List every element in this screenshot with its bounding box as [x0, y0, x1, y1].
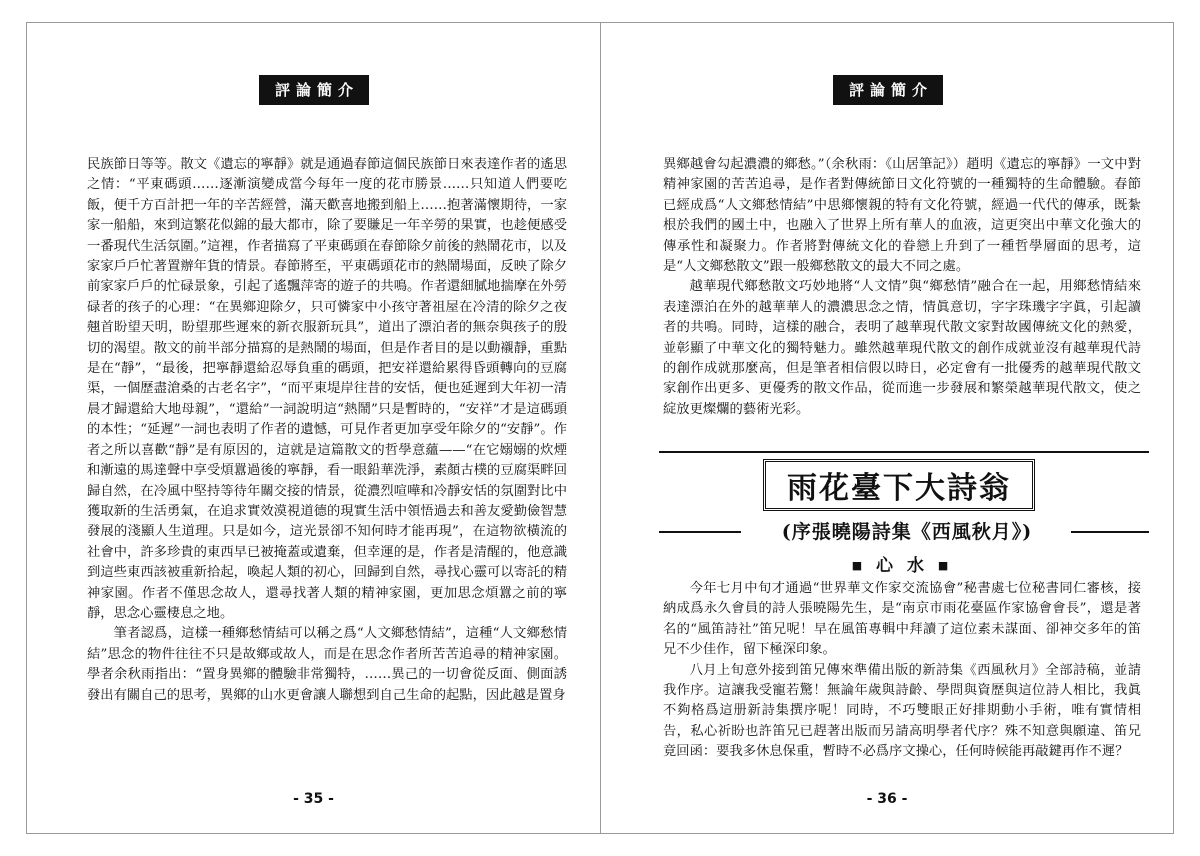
paragraph: 筆者認爲，這樣一種鄉愁情結可以稱之爲“人文鄉愁情結”，這種“人文鄉愁情結”思念的物件往往不只是故鄉或故人，而是在思念作者所苦苦追尋的精神家園。學者余秋雨指出：“置身異鄉的體驗非常獨特，……異己的一切會從反面、側面誘發出有關自己的思考，異鄉的山水更會讓人聯想到自己生命的起點，因此越是置身 [87, 626, 567, 703]
paragraph: 越華現代鄉愁散文巧妙地將“人文情”與“鄉愁情”融合在一起，用鄉愁情結來表達漂泊在外的越華華人的濃濃思念之情，情眞意切，字字珠璣字字眞，引起讀者的共鳴。同時，這樣的融合，表明了越華現代散文家對故國傳統文化的熱愛，並彰顯了中華文化的獨特魅力。雖然越華現代散文的創作成就並沒有越華現代詩的創作成就那麼高，但是筆者相信假以時日，必定會有一批優秀的越華現代散文家創作出更多、更優秀的散文作品，從而進一步發展和繁榮越華現代散文，使之綻放更燦爛的藝術光彩。 [663, 279, 1141, 417]
article-subtitle: (序張曉陽詩集《西風秋月》) [781, 521, 1033, 543]
paragraph: 八月上旬意外接到笛兄傳來準備出版的新詩集《西風秋月》全部詩稿，並請我作序。這讓我受寵若驚！無論年歲與詩齡、學問與資歷與這位詩人相比，我眞不夠格爲這册新詩集撰序呢！同時，不巧雙眼正好排期動小手術，唯有實情相告，私心祈盼也許笛兄已趕著出版而另請高明學者代序？殊不知意與願違、笛兄竟回函：要我多休息保重，暫時不必爲序文操心，任何時候能再敲鍵再作不遲？ [663, 662, 1141, 760]
left-page [26, 22, 600, 834]
paragraph: 異鄉越會勾起濃濃的鄉愁。”（余秋雨：《山居筆記》）趙明《遺忘的寧靜》一文中對精神家園的苦苦追尋，是作者對傳統節日文化符號的一種獨特的生命體驗。春節已經成爲“人文鄉愁情結”中思鄉懷親的特有文化符號，經過一代代的傳承，既紮根於我們的國土中，也融入了世界上所有華人的血液，這更突出中華文化強大的傳承性和凝聚力。作者將對傳統文化的眷戀上升到了一種哲學層面的思考，這是“人文鄉愁散文”跟一般鄉愁散文的最大不同之處。 [663, 157, 1141, 275]
square-ornament-icon: ■ [937, 559, 953, 572]
square-ornament-icon: ■ [851, 559, 867, 572]
right-page [600, 22, 1174, 834]
subtitle-rule-left [659, 531, 741, 533]
right-page-article-body [663, 579, 1141, 763]
article-author [827, 551, 977, 576]
subtitle-rule-right [1071, 531, 1149, 533]
section-header: 評論簡介 [833, 75, 943, 105]
paragraph: 今年七月中旬才通過“世界華文作家交流協會”秘書處七位秘書同仁審核，接納成爲永久會員的詩人張曉陽先生，是“南京市雨花臺區作家協會會長”，還是著名的“風笛詩社”笛兄呢！早在風笛專輯中拜讀了這位素未謀面、卻神交多年的笛兄不少佳作，留下極深印象。 [663, 581, 1141, 658]
section-header: 評論簡介 [259, 75, 369, 105]
left-page-body [87, 155, 567, 706]
author-name: 心 水 [876, 556, 928, 576]
subtitle-row [659, 519, 1149, 545]
article-title: 雨花臺下大詩翁 [763, 459, 1035, 511]
paragraph: 民族節日等等。散文《遺忘的寧靜》就是通過春節這個民族節日來表達作者的遙思之情：“平東碼頭……逐漸演變成當今每年一度的花市勝景……只知道人們要吃飯，便千方百計把一年的辛苦經營，滿天歡喜地搬到船上……抱著滿懷期待，一家家一船船，來到這繁花似錦的最大都市，除了要賺足一年辛勞的果實，也趁便感受一番現代生活氛圍。”這裡，作者描寫了平東碼頭在春節除夕前後的熱鬧花市，以及家家戶戶忙著置辦年貨的情景。春節將至，平東碼頭花市的熱鬧場面，反映了除夕前家家戶戶的忙碌景象，引起了遙飄萍寄的遊子的共鳴。作者還細膩地揣摩在外勞碌者的孩子的心理：“在異鄉迎除夕，只可憐家中小孩守著祖屋在冷清的除夕之夜翹首盼望天明，盼望那些遲來的新衣服新玩具”，道出了漂泊者的無奈與孩子的殷切的渴望。散文的前半部分描寫的是熱鬧的場面，但是作者目的是以動襯靜，重點是在“靜”，“最後，把寧靜還給忍辱負重的碼頭，把安祥還給累得昏頭轉向的豆腐渠，一個歷盡滄桑的古老名字”，“而平東堤岸往昔的安恬，便也延遲到大年初一清晨才歸還給大地母親”，“還給”一詞說明這“熱鬧”只是暫時的，“安祥”才是這碼頭的本性；“延遲”一詞也表明了作者的遺憾，可見作者更加享受年除夕的“安靜”。作者之所以喜歡“靜”是有原因的，這就是這篇散文的哲學意蘊——“在它嫋嫋的炊煙和漸遠的馬達聲中享受煩囂過後的寧靜，看一眼鉛華洗淨，素顏古樸的豆腐渠畔回歸自然，在冷風中堅持等待年關交接的情景，從濃烈喧嘩和冷靜安恬的氛圍對比中獲取新的生活勇氣，在追求實效漠視道德的現實生活中領悟過去和善友愛勤儉智慧發展的淺顯人生道理。只是如今，這光景卻不知何時才能再現”，在這物欲橫流的社會中，許多珍貴的東西早已被掩蓋或遺棄，但幸運的是，作者是清醒的，他意識到這些東西該被重新拾起，喚起人類的初心，回歸到自然，尋找心靈可以寄託的精神家園。作者不僅思念故人，還尋找著人類的精神家園，更加思念煩囂之前的寧靜，思念心靈棲息之地。 [87, 157, 567, 621]
right-page-intro [663, 155, 1141, 420]
page-number: - 36 - [866, 791, 908, 807]
divider-rule [659, 451, 1149, 453]
page-number: - 35 - [293, 791, 334, 807]
